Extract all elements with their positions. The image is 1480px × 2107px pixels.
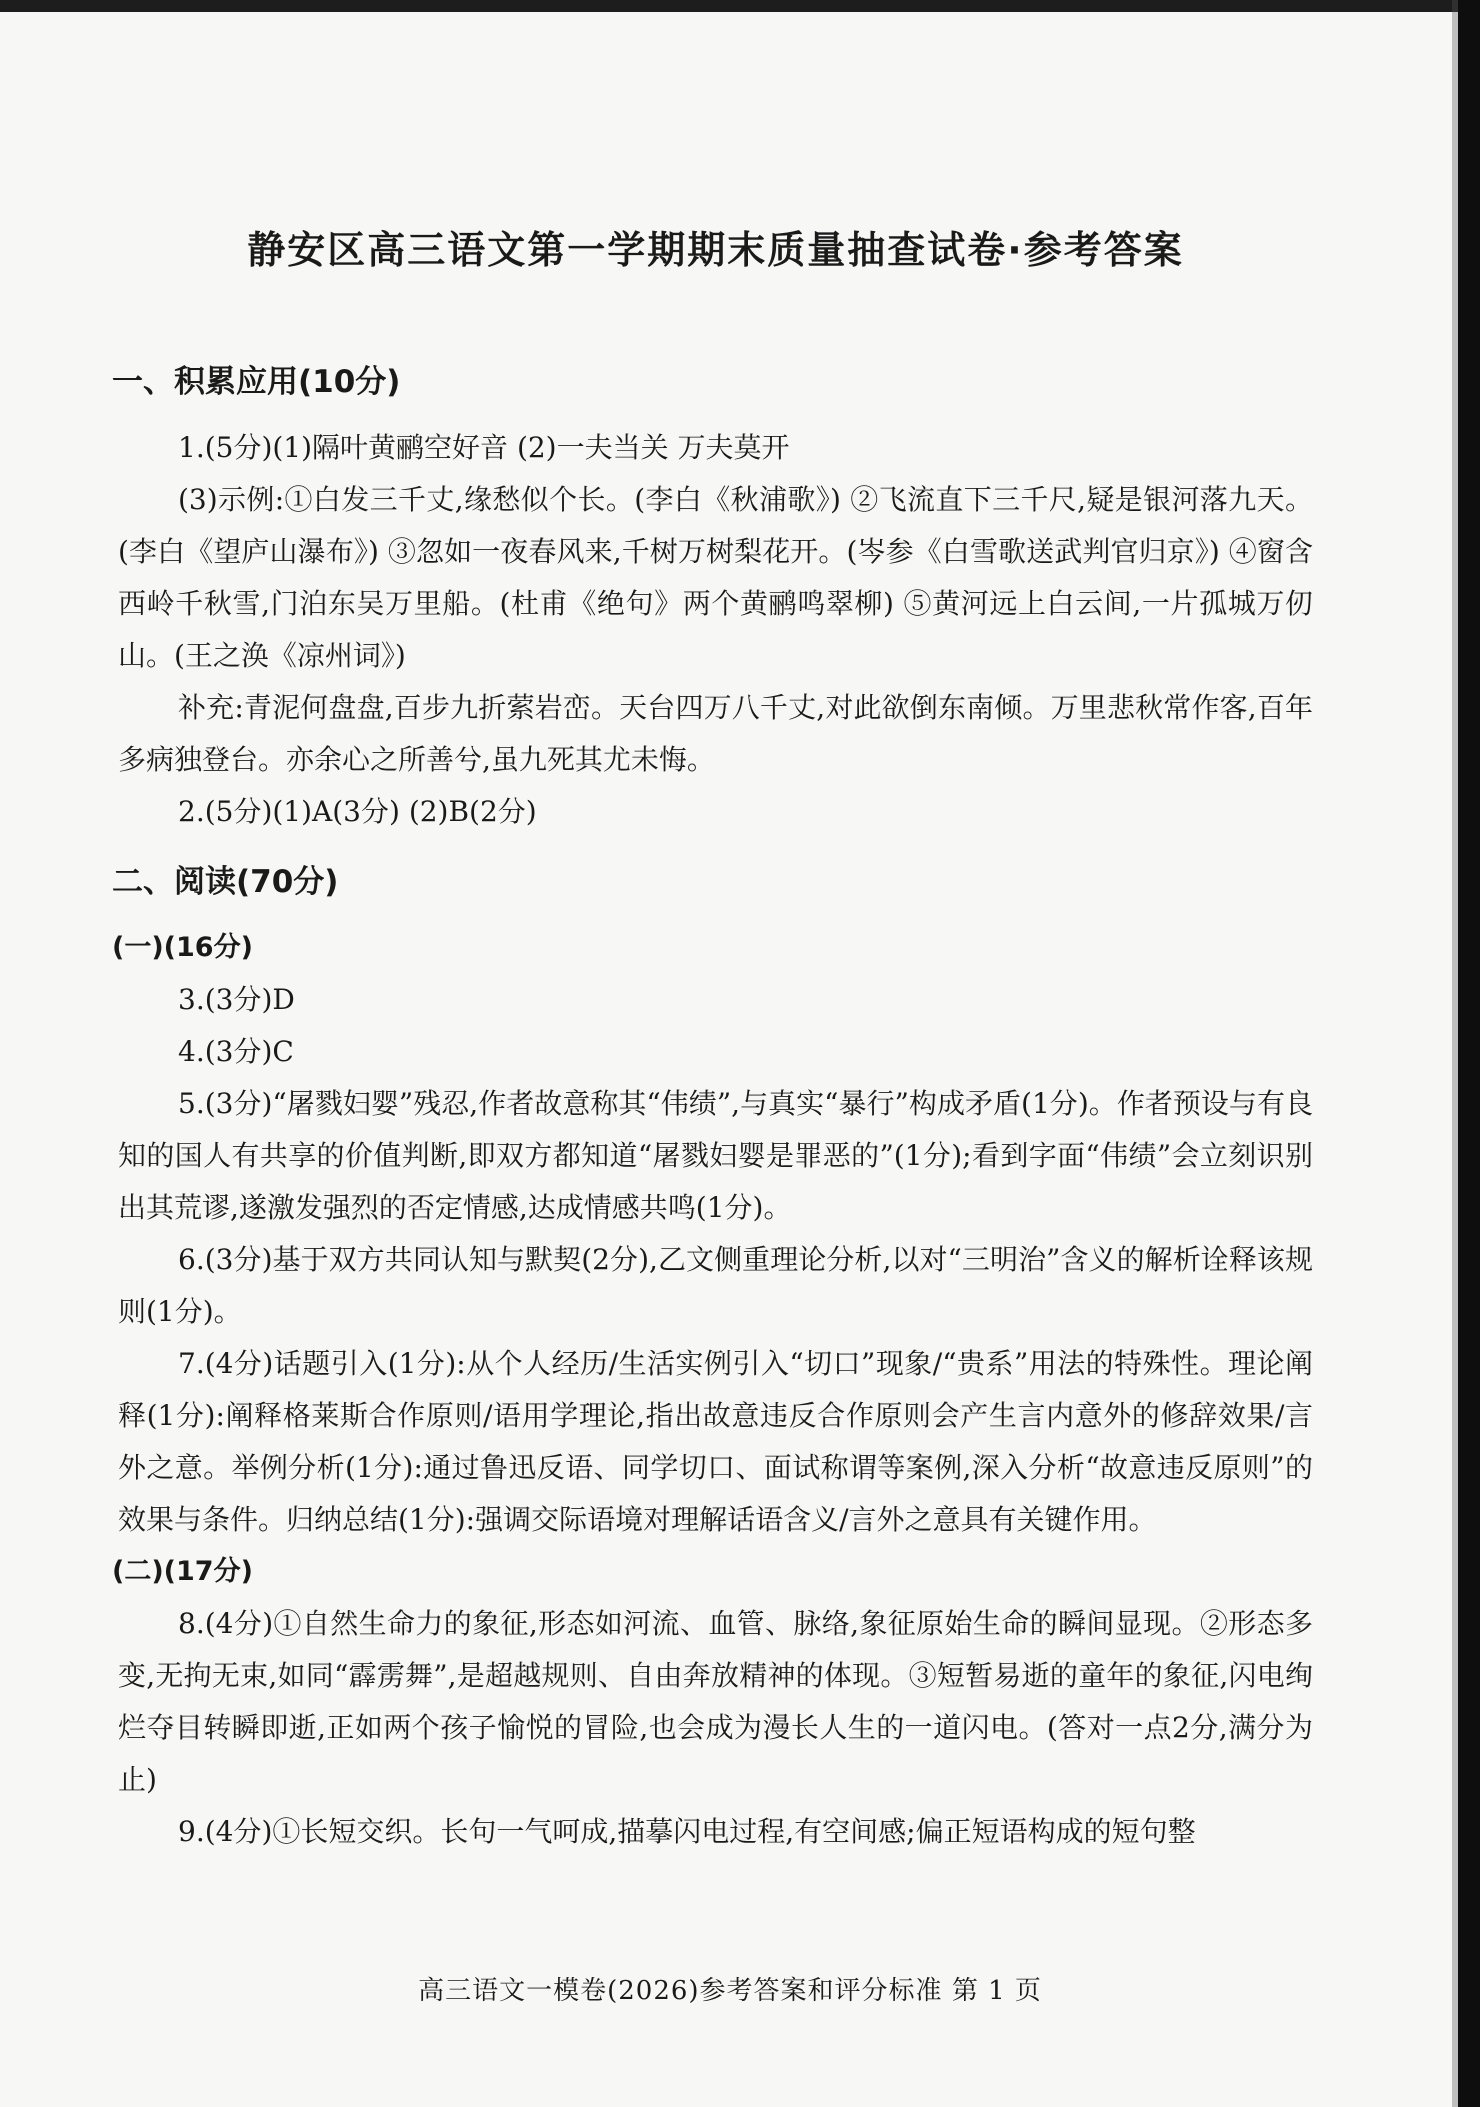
answer-paragraph: 补充:青泥何盘盘,百步九折萦岩峦。天台四万八千丈,对此欲倒东南倾。万里悲秋常作客,百年多病独登台。亦余心之所善兮,虽九死其尤未悔。: [118, 691, 1313, 776]
answer-paragraph: 5.(3分)“屠戮妇婴”残忍,作者故意称其“伟绩”,与真实“暴行”构成矛盾(1分)。作者预设与有良知的国人有共享的价值判断,即双方都知道“屠戮妇婴是罪恶的”(1分);看到字面“伟绩”会立刻识别出其荒谬,遂激发强烈的否定情感,达成情感共鸣(1分)。: [118, 1087, 1313, 1224]
subsection-heading-part2: (二)(17分): [112, 1556, 253, 1587]
section-heading-reading: 二、阅读(70分): [112, 864, 339, 900]
answer-paragraph: 1.(5分)(1)隔叶黄鹂空好音 (2)一夫当关 万夫莫开: [178, 431, 790, 464]
answer-paragraph: 3.(3分)D: [178, 983, 295, 1016]
page-title: 静安区高三语文第一学期期末质量抽查试卷·参考答案: [247, 228, 1184, 272]
section-heading-accumulation: 一、积累应用(10分): [112, 364, 401, 400]
answer-paragraph: 7.(4分)话题引入(1分):从个人经历/生活实例引入“切口”现象/“贵系”用法的特殊性。理论阐释(1分):阐释格莱斯合作原则/语用学理论,指出故意违反合作原则会产生言内意外的修辞效果/言外之意。举例分析(1分):通过鲁迅反语、同学切口、面试称谓等案例,深入分析“故意违反原则”的效果与条件。归纳总结(1分):强调交际语境对理解话语含义/言外之意具有关键作用。: [118, 1347, 1313, 1536]
answer-paragraph: 2.(5分)(1)A(3分) (2)B(2分): [178, 795, 537, 828]
answer-paragraph: (3)示例:①白发三千丈,缘愁似个长。(李白《秋浦歌》) ②飞流直下三千尺,疑是银河落九天。(李白《望庐山瀑布》) ③忽如一夜春风来,千树万树梨花开。(岑参《白雪歌送武判官归京》) ④窗含西岭千秋雪,门泊东吴万里船。(杜甫《绝句》两个黄鹂鸣翠柳) ⑤黄河远上白云间,一片孤城万仞山。(王之涣《凉州词》): [118, 483, 1313, 672]
scan-top-edge: [0, 0, 1480, 12]
subsection-heading-part1: (一)(16分): [112, 932, 253, 963]
page-footer: 高三语文一模卷(2026)参考答案和评分标准 第 1 页: [418, 1976, 1042, 2006]
answer-paragraph: 6.(3分)基于双方共同认知与默契(2分),乙文侧重理论分析,以对“三明治”含义的解析诠释该规则(1分)。: [118, 1243, 1313, 1328]
answer-paragraph: 9.(4分)①长短交织。长句一气呵成,描摹闪电过程,有空间感;偏正短语构成的短句整: [178, 1815, 1196, 1848]
answer-paragraph: 4.(3分)C: [178, 1035, 294, 1068]
scan-right-edge: [1458, 0, 1480, 2107]
answer-paragraph: 8.(4分)①自然生命力的象征,形态如河流、血管、脉络,象征原始生命的瞬间显现。②形态多变,无拘无束,如同“霹雳舞”,是超越规则、自由奔放精神的体现。③短暂易逝的童年的象征,闪电绚烂夺目转瞬即逝,正如两个孩子愉悦的冒险,也会成为漫长人生的一道闪电。(答对一点2分,满分为止): [118, 1607, 1313, 1796]
document-body: [112, 222, 1313, 1858]
